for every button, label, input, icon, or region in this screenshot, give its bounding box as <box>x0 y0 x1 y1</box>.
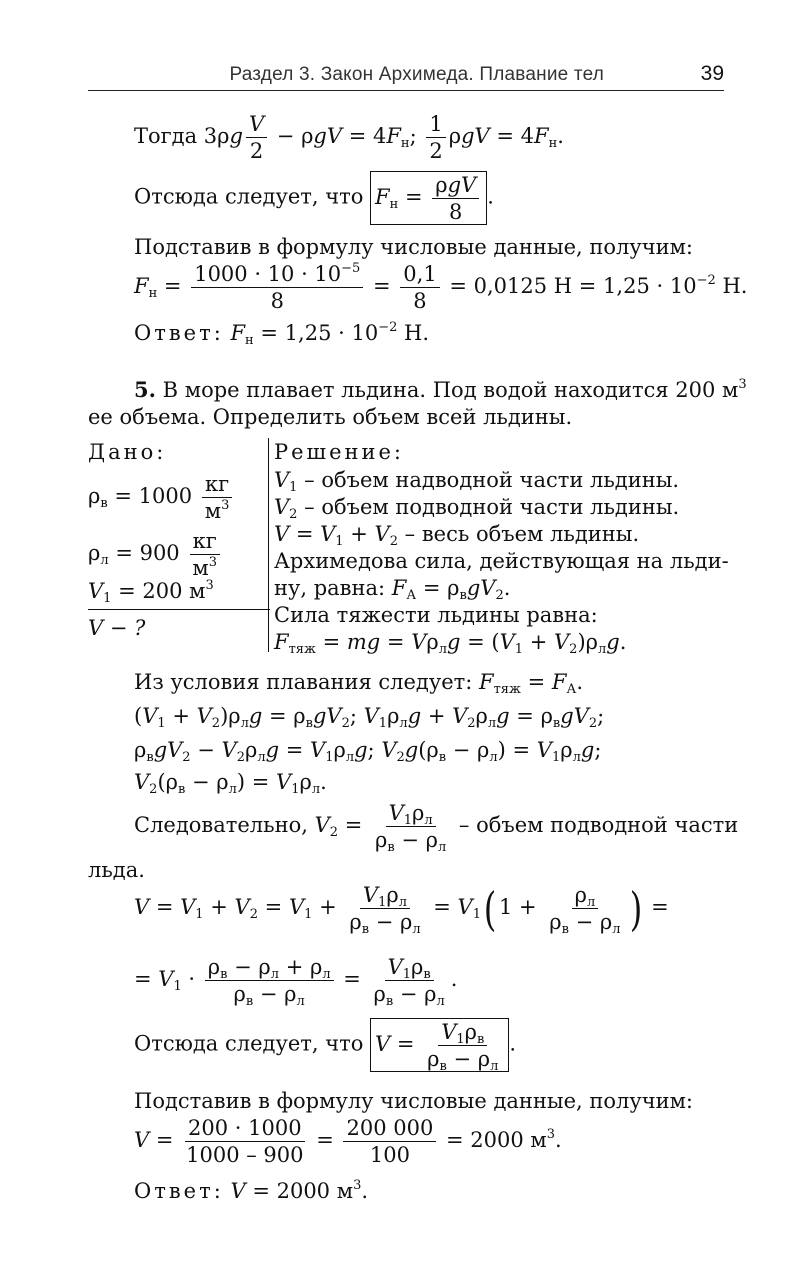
eq-then: Тогда 3ρg $\frac{V}{2}$ − $\rho gV = 4F_н$; $\frac{1}{2}$ $\rho gV = 4F_н$. <box>134 112 564 164</box>
solution-line-3: $V = V_1 + V_2$ – весь объем льдины. <box>274 522 640 549</box>
problem-statement-line2: ее объема. Определить объем всей льдины. <box>88 405 573 429</box>
solution-line-5: ну, равна: $F_А = \rho_вgV_2$. <box>274 576 511 603</box>
eq-v-total: $V = V_1 + V_2 = V_1$ + $\frac{V_1\rho_л}{\rho_в - \rho_л}$ = $V_1$( 1 + $\frac{\rho_л}{\rho_в - \rho_л}$ ) = <box>134 881 669 938</box>
substitute-text-1: Подставив в формулу числовые данные, получим: <box>134 235 694 259</box>
solution-line-4: Архимедова сила, действующая на льди- <box>274 549 729 573</box>
given-label: Дано: <box>88 440 167 464</box>
given-rho-water: $\rho_в = 1000$ $\frac{кг}{м^3}$ <box>88 473 235 522</box>
given-block <box>88 438 269 652</box>
substitute-text-2: Подставив в формулу числовые данные, получим: <box>134 1089 694 1113</box>
answer-2: Ответ: V = 2000 $м^3$. <box>134 1178 369 1203</box>
eq-hence-v: Отсюда следует, что V = $\frac{V_1\rho_в}{\rho_в - \rho_л}$ . <box>134 1020 517 1075</box>
given-divider <box>88 609 270 610</box>
solution-label: Решение: <box>274 440 405 464</box>
given-rho-ice: $\rho_л = 900$ $\frac{кг}{м^3}$ <box>88 530 223 579</box>
eq-step-3: $V_2(\rho_в - \rho_л) = V_1\rho_л$. <box>134 770 327 797</box>
solution-line-2: $V_2$ – объем подводной части льдины. <box>274 495 680 522</box>
given-v1: $V_1 = 200$ $м^3$ <box>88 578 214 606</box>
eq-step-1: $(V_1 + V_2)\rho_лg = \rho_вgV_2$; $V_1\rho_лg + V_2\rho_лg = \rho_вgV_2$; <box>134 704 605 731</box>
running-title: Раздел 3. Закон Архимеда. Плавание тел <box>229 64 604 85</box>
calc-v: V = $\frac{200 \cdot 1000}{1000 - 900}$ = $\frac{200 000}{100}$ = 2000 $м^3$. <box>134 1116 562 1168</box>
solution-line-1: $V_1$ – объем надводной части льдины. <box>274 468 680 495</box>
eq-step-2: $\rho_вgV_2 - V_2\rho_лg = V_1\rho_лg$; $V_2g(\rho_в - \rho_л) = V_1\rho_лg$; <box>134 738 602 765</box>
solution-line-6: Сила тяжести льдины равна: <box>274 603 598 627</box>
eq-hence-fn: Отсюда следует, что $F_н$ = $\frac{\text{ρgV}}{8}$ . <box>134 173 494 225</box>
given-find: V − ? <box>88 616 146 640</box>
frac-v-over-2: $\frac{V}{2}$ <box>246 113 267 162</box>
eq-v2: Следовательно, $V_2$ = $\frac{V_1\rho_л}{\rho_в - \rho_л}$ – объем подводной части <box>134 801 739 856</box>
boxed-formula-v: V = $\frac{V_1\rho_в}{\rho_в - \rho_л}$ <box>370 1018 509 1072</box>
ice-word: льда. <box>88 858 145 882</box>
eq-v-total-2: = $V_1$ · $\frac{\rho_в - \rho_л + \rho_л}{\rho_в - \rho_л}$ = $\frac{V_1\rho_в}{\rho_в - \rho_л}$ . <box>134 955 458 1010</box>
problem-statement-line1: 5. В море плавает льдина. Под водой находится 200 $м^3$ <box>134 377 747 402</box>
answer-1: Ответ: $F_н = 1,25 \cdot 10^{-2}$ Н. <box>134 320 430 348</box>
boxed-formula-fn: $F_н$ = $\frac{\text{ρgV}}{8}$ <box>370 171 487 225</box>
eq-floating-condition: Из условия плавания следует: $F_{тяж} = F_А$. <box>134 670 584 697</box>
calc-fn: $F_н$ = $\frac{1000 \cdot 10 \cdot 10^{-5}}{8}$ = $\frac{0,1}{8}$ = 0,0125 $Н = 1,25 \cdot 10^{-2}$ Н. <box>134 261 748 314</box>
solution-line-7: $F_{тяж}$ = mg = $V\rho_лg = (V_1 + V_2)\rho_лg$. <box>274 630 627 657</box>
page-number: 39 <box>700 62 724 85</box>
frac-half: $\frac{1}{2}$ <box>426 113 445 162</box>
page-header <box>88 60 724 91</box>
